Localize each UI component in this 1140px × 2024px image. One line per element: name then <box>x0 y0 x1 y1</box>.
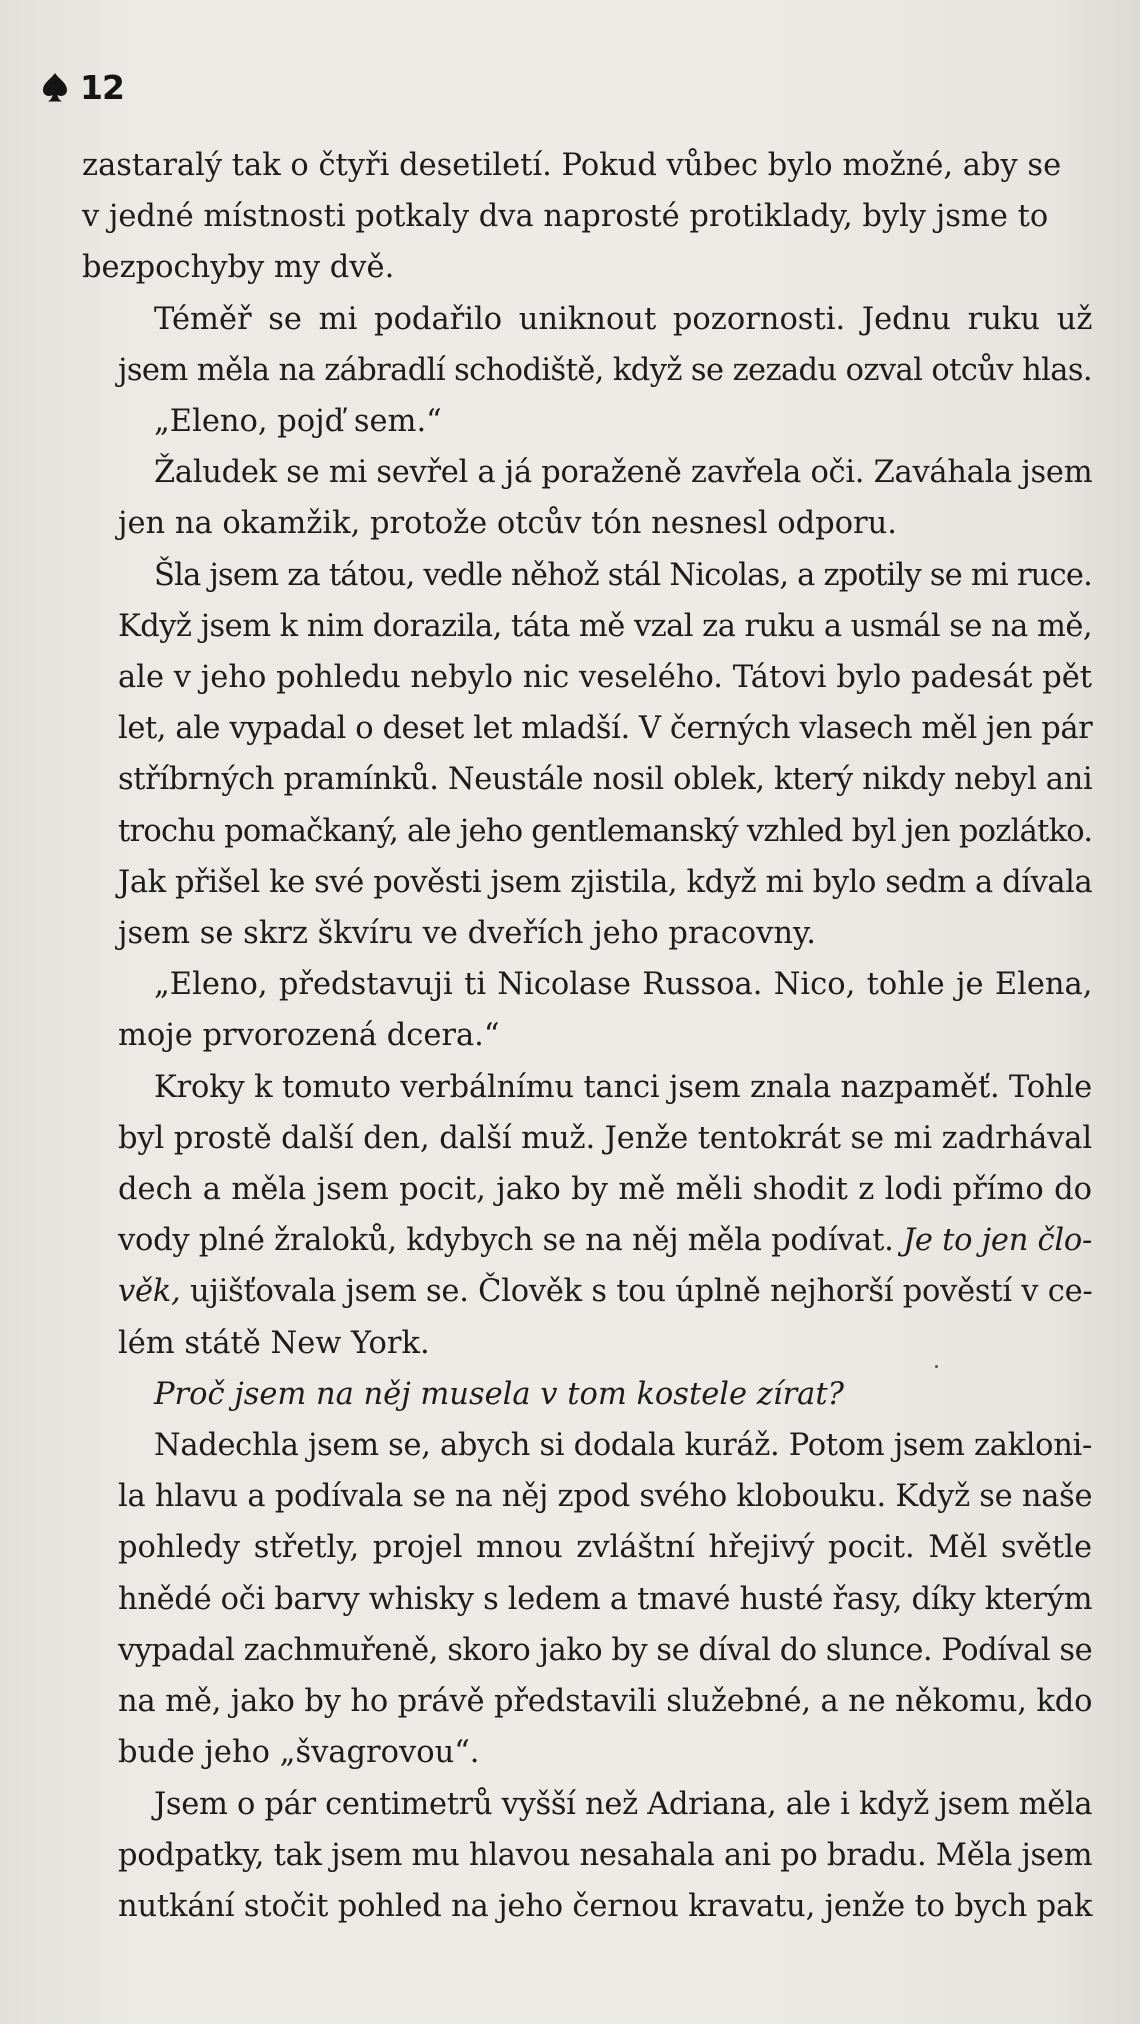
text-line: Když jsem k nim dorazila, táta mě vzal za ruku a usmál se na mě, <box>118 608 1092 644</box>
paragraph-4 <box>82 447 1092 549</box>
text-line: Kroky k tomuto verbálnímu tanci jsem znala nazpaměť. Tohle <box>154 1069 1092 1105</box>
text-line: dech a měla jsem pocit, jako by mě měli shodit z lodi přímo do <box>118 1172 1092 1208</box>
text-line: Jak přišel ke své pověsti jsem zjistila, když mi bylo sedm a dívala <box>118 864 1093 900</box>
text-line: zastaralý tak o čtyři desetiletí. Pokud vůbec bylo možné, aby se <box>82 148 1062 183</box>
paragraph-9 <box>82 1420 1092 1778</box>
text-line: Šla jsem za tátou, vedle něhož stál Nicolas, a zpotily se mi ruce. <box>154 557 1092 593</box>
text-line: bude jeho „švagrovou“. <box>118 1735 480 1771</box>
spade-icon <box>40 70 70 104</box>
paragraph-6 <box>82 959 1092 1061</box>
text-line: jsem měla na zábradlí schodiště, když se zezadu ozval otcův hlas. <box>118 352 1092 388</box>
page-header <box>40 67 124 107</box>
italic-segment: věk, <box>118 1274 181 1310</box>
text-line-mixed <box>82 1266 1092 1317</box>
body-text <box>82 140 1092 1932</box>
text-line: „Eleno, představuji ti Nicolase Russoa. Nico, tohle je Elena, <box>154 967 1093 1003</box>
text-line: la hlavu a podívala se na něj zpod svého klobouku. Když se naše <box>118 1479 1093 1515</box>
text-line: jen na okamžik, protože otcův tón nesnesl odporu. <box>118 506 897 542</box>
text-line: trochu pomačkaný, ale jeho gentlemanský vzhled byl jen pozlátko. <box>118 813 1093 849</box>
text-line: Nadechla jsem se, abych si dodala kuráž. Potom jsem zakloni- <box>154 1428 1092 1464</box>
text-segment: vody plné žraloků, kdybych se na něj měla podívat. <box>118 1223 894 1259</box>
text-line: Jsem o pár centimetrů vyšší než Adriana, ale i když jsem měla <box>154 1786 1093 1822</box>
text-line: byl prostě další den, další muž. Jenže tentokrát se mi zadrhával <box>118 1120 1092 1156</box>
text-line: ale v jeho pohledu nebylo nic veselého. Tátovi bylo padesát pět <box>118 660 1093 696</box>
text-line: let, ale vypadal o deset let mladší. V černých vlasech měl jen pár <box>118 711 1093 747</box>
italic-line: Proč jsem na něj musela v tom kostele zírat? <box>154 1376 844 1412</box>
text-line: Žaludek se mi sevřel a já poraženě zavřela oči. Zaváhala jsem <box>154 455 1093 491</box>
paragraph-3 <box>82 396 1092 447</box>
text-line: jsem se skrz škvíru ve dveřích jeho pracovny. <box>118 916 816 952</box>
print-speck <box>935 1365 938 1368</box>
text-line: na mě, jako by ho právě představili služebné, a ne někomu, kdo <box>118 1684 1093 1720</box>
text-line: moje prvorozená dcera.“ <box>118 1018 500 1054</box>
text-line: nutkání stočit pohled na jeho černou kravatu, jenže to bych pak <box>118 1888 1093 1924</box>
paragraph-1 <box>82 140 1092 294</box>
paragraph-5 <box>82 550 1092 960</box>
paragraph-2 <box>82 294 1092 396</box>
text-line: „Eleno, pojď sem.“ <box>154 404 442 440</box>
italic-segment: Je to jen člo- <box>902 1223 1092 1259</box>
text-line-mixed <box>82 1215 1092 1266</box>
text-line: hnědé oči barvy whisky s ledem a tmavé husté řasy, díky kterým <box>118 1581 1093 1617</box>
text-line: v jedné místnosti potkaly dva naprosté protiklady, byly jsme to <box>82 199 1049 235</box>
paragraph-7 <box>82 1062 1092 1369</box>
text-line: podpatky, tak jsem mu hlavou nesahala ani po bradu. Měla jsem <box>118 1837 1093 1873</box>
paragraph-10 <box>82 1779 1092 1933</box>
page-number: 12 <box>80 67 124 107</box>
text-line: vypadal zachmuřeně, skoro jako by se díval do slunce. Podíval se <box>118 1632 1093 1668</box>
text-line: bezpochyby my dvě. <box>82 250 395 286</box>
text-line: stříbrných pramínků. Neustále nosil oblek, který nikdy nebyl ani <box>118 762 1093 798</box>
text-line: pohledy střetly, projel mnou zvláštní hřejivý pocit. Měl světle <box>118 1530 1092 1566</box>
text-line: Téměř se mi podařilo uniknout pozornosti. Jednu ruku už <box>154 301 1093 337</box>
text-line: lém státě New York. <box>118 1325 430 1361</box>
paragraph-8 <box>82 1369 1092 1420</box>
text-segment: ujišťovala jsem se. Člověk s tou úplně nejhorší pověstí v ce- <box>180 1274 1093 1310</box>
